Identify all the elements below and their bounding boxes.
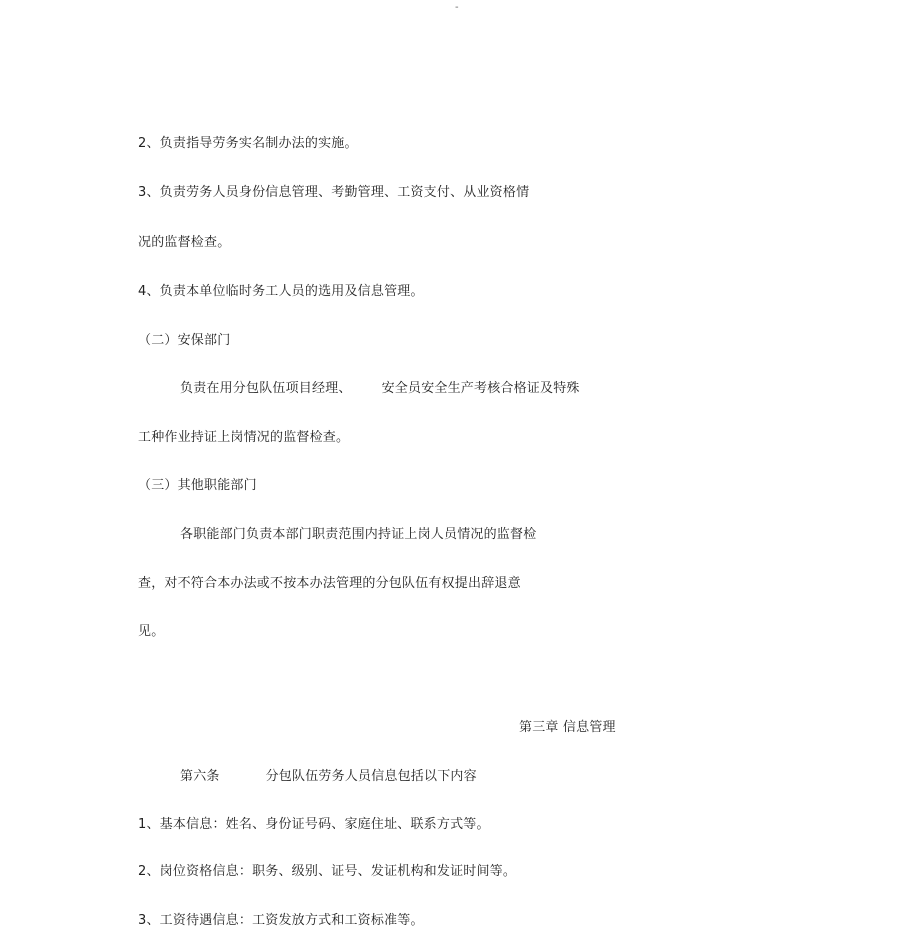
article-line <box>180 769 477 785</box>
article-text: 分包队伍劳务人员信息包括以下内容 <box>265 769 477 784</box>
paragraph-line: 各职能部门负责本部门职责范围内持证上岗人员情况的监督检 <box>180 527 537 542</box>
paragraph-line: 3、负责劳务人员身份信息管理、考勤管理、工资支付、从业资格情 <box>138 185 530 200</box>
paragraph-line: 2、负责指导劳务实名制办法的实施。 <box>138 136 358 151</box>
list-item: 3、工资待遇信息：工资发放方式和工资标准等。 <box>138 913 424 928</box>
section-heading: （二）安保部门 <box>138 333 231 348</box>
paragraph-fragment: 负责在用分包队伍项目经理、 <box>180 381 352 396</box>
article-number: 第六条 <box>180 769 220 784</box>
paragraph-line: 工种作业持证上岗情况的监督检查。 <box>138 430 350 445</box>
list-item: 2、岗位资格信息：职务、级别、证号、发证机构和发证时间等。 <box>138 864 517 879</box>
paragraph-line: 见。 <box>138 624 165 639</box>
paragraph-line <box>180 381 580 397</box>
page-marker: - <box>455 2 459 13</box>
section-heading: （三）其他职能部门 <box>138 478 257 493</box>
paragraph-line: 查，对不符合本办法或不按本办法管理的分包队伍有权提出辞退意 <box>138 576 521 591</box>
chapter-title: 第三章 信息管理 <box>519 720 616 735</box>
paragraph-fragment: 安全员安全生产考核合格证及特殊 <box>381 381 580 396</box>
list-item: 1、基本信息：姓名、身份证号码、家庭住址、联系方式等。 <box>138 817 490 832</box>
paragraph-line: 4、负责本单位临时务工人员的选用及信息管理。 <box>138 284 424 299</box>
paragraph-line: 况的监督检查。 <box>138 235 231 250</box>
